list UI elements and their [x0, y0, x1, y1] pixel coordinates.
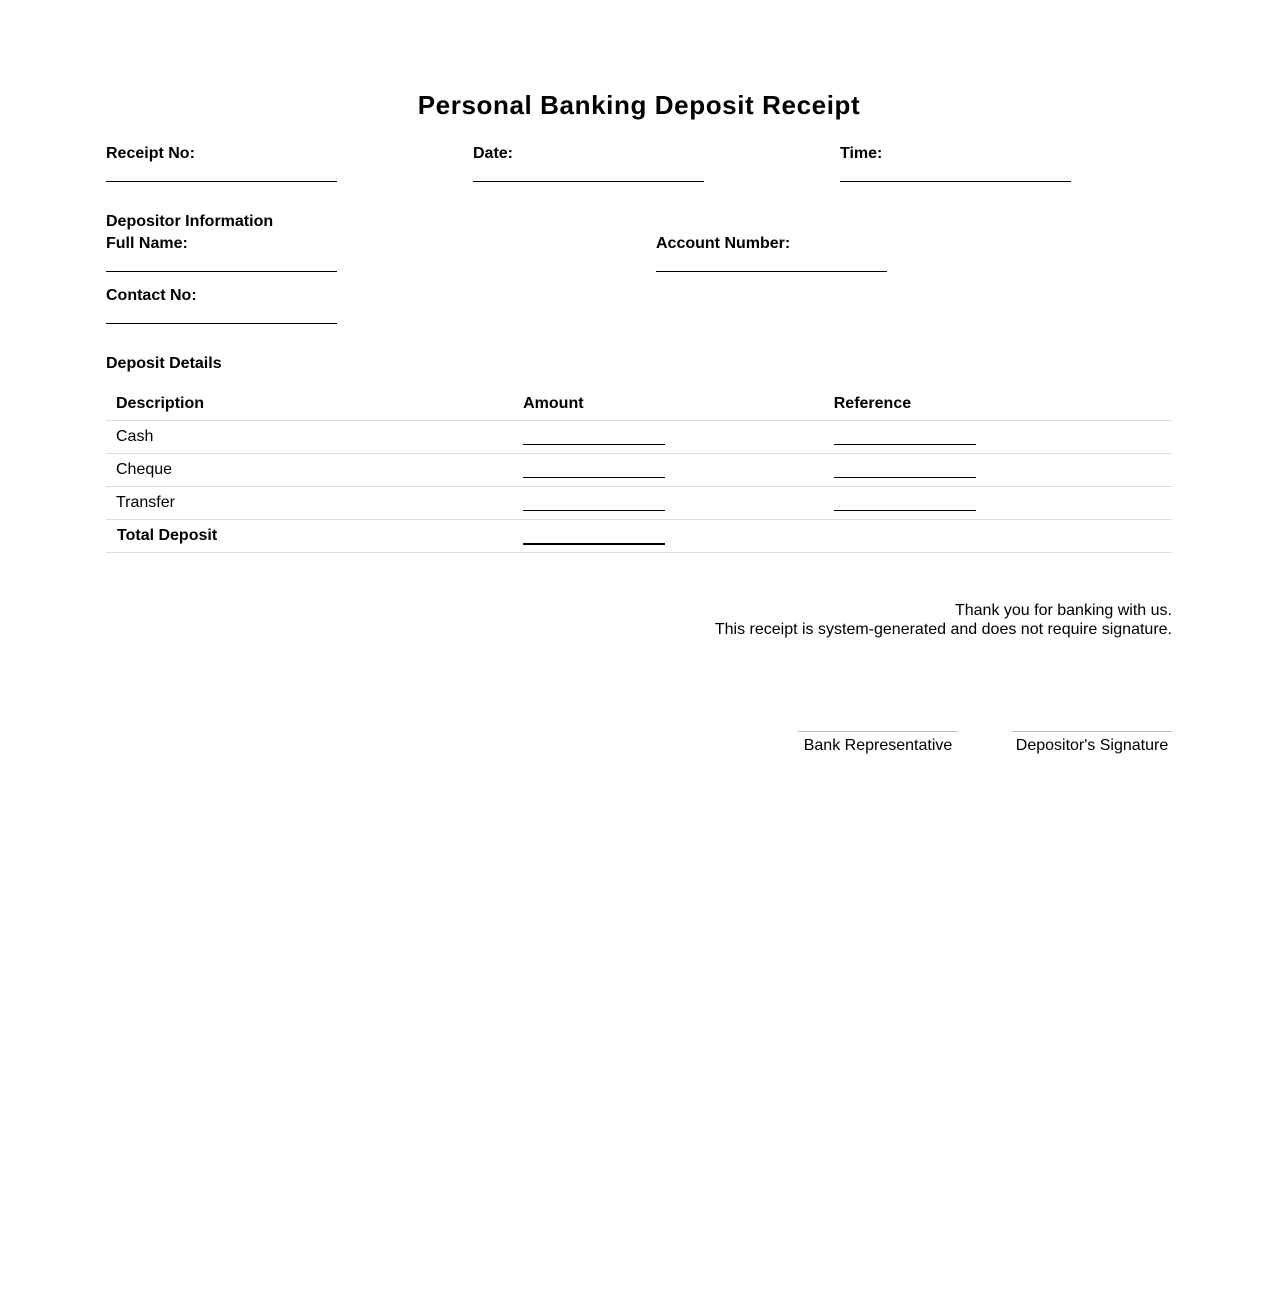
total-deposit-label: Total Deposit — [106, 520, 513, 553]
time-label: Time: — [840, 145, 883, 162]
total-empty-cell — [824, 520, 1172, 553]
row-reference-cell — [824, 421, 1172, 454]
full-name-field[interactable] — [106, 271, 337, 272]
bank-representative-label: Bank Representative — [803, 737, 953, 754]
thanks-text: Thank you for banking with us. — [954, 602, 1172, 619]
bank-representative-signature — [798, 731, 958, 755]
transfer-reference-field[interactable] — [834, 510, 976, 511]
row-reference-cell — [824, 454, 1172, 487]
depositor-signature — [1012, 731, 1172, 755]
cash-reference-field[interactable] — [834, 444, 976, 445]
receipt-no-field[interactable] — [106, 181, 337, 182]
table-row-transfer — [106, 487, 1172, 520]
row-reference-cell — [824, 487, 1172, 520]
full-name-label: Full Name: — [106, 235, 188, 252]
contact-no-label: Contact No: — [106, 287, 197, 304]
receipt-no-label: Receipt No: — [106, 145, 195, 162]
deposit-details-table — [106, 387, 1172, 553]
deposit-details-heading: Deposit Details — [106, 355, 222, 372]
account-number-field[interactable] — [656, 271, 887, 272]
row-description: Transfer — [106, 487, 513, 520]
date-field[interactable] — [473, 181, 704, 182]
table-row-cash — [106, 421, 1172, 454]
row-description: Cheque — [106, 454, 513, 487]
system-note-text: This receipt is system-generated and does not require signature. — [714, 621, 1172, 638]
row-amount-cell — [513, 421, 824, 454]
row-description: Cash — [106, 421, 513, 454]
depositor-signature-label: Depositor's Signature — [1015, 737, 1169, 754]
column-header-reference: Reference — [824, 387, 1172, 421]
cash-amount-field[interactable] — [523, 444, 665, 445]
transfer-amount-field[interactable] — [523, 510, 665, 511]
total-amount-cell — [513, 520, 824, 553]
table-header-row — [106, 387, 1172, 421]
page-title: Personal Banking Deposit Receipt — [417, 90, 861, 120]
footer-message — [715, 601, 1172, 639]
account-number-label: Account Number: — [656, 235, 791, 252]
column-header-description: Description — [106, 387, 513, 421]
column-header-amount: Amount — [513, 387, 824, 421]
table-row-cheque — [106, 454, 1172, 487]
total-amount-field[interactable] — [523, 543, 665, 545]
row-amount-cell — [513, 487, 824, 520]
contact-no-field[interactable] — [106, 323, 337, 324]
signature-line[interactable] — [1012, 731, 1172, 732]
date-label: Date: — [473, 145, 514, 162]
table-row-total — [106, 520, 1172, 553]
cheque-reference-field[interactable] — [834, 477, 976, 478]
signature-line[interactable] — [798, 731, 958, 732]
row-amount-cell — [513, 454, 824, 487]
time-field[interactable] — [840, 181, 1071, 182]
depositor-info-heading: Depositor Information — [106, 213, 274, 230]
cheque-amount-field[interactable] — [523, 477, 665, 478]
